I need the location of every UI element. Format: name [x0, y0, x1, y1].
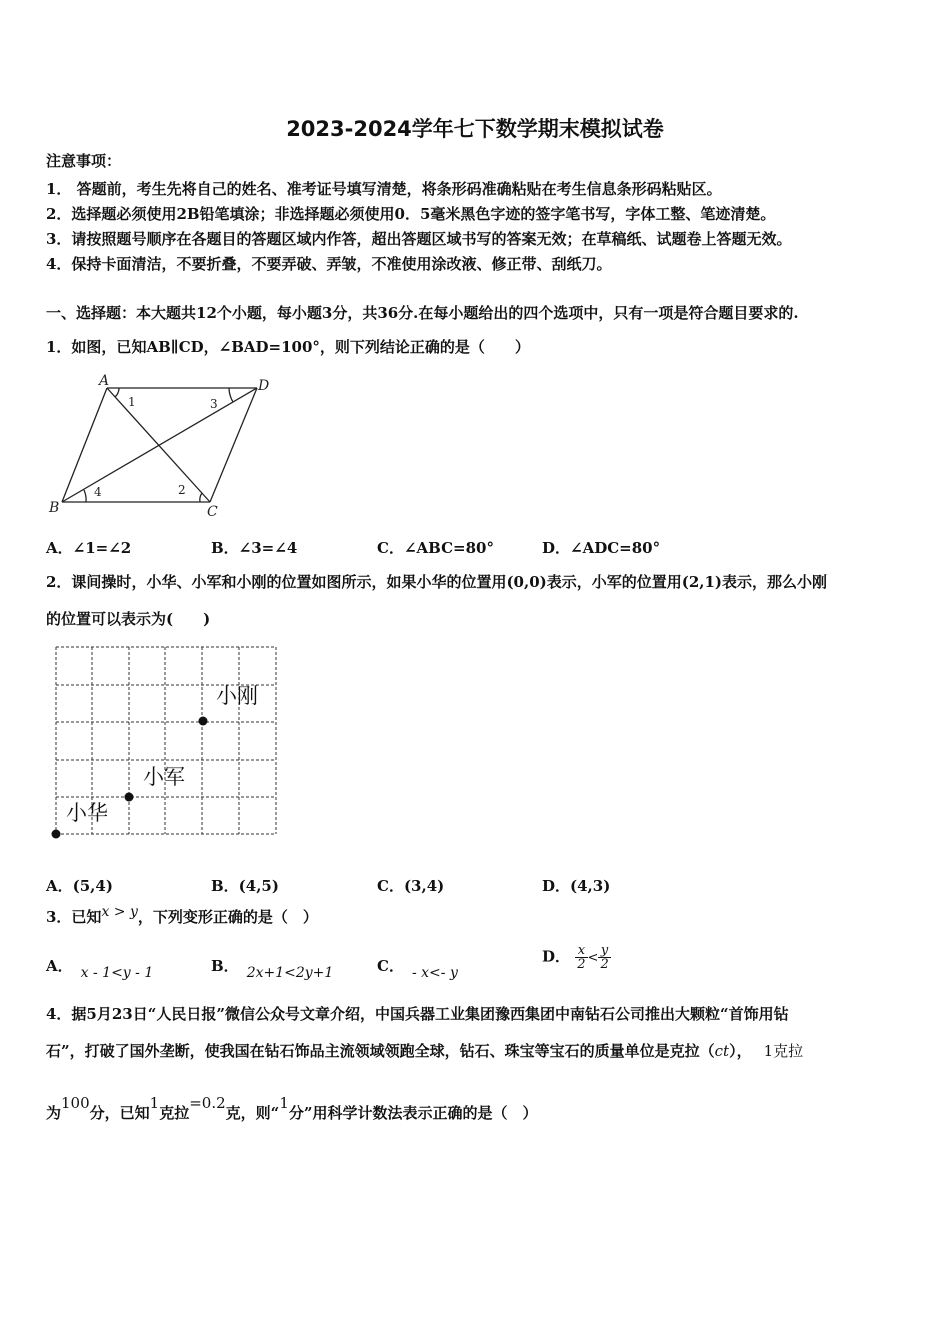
q3-option-a-label: A．	[46, 957, 73, 975]
q1-option-d: D．∠ADC=80°	[542, 539, 661, 557]
q3-option-d-label: D．	[542, 947, 571, 966]
angle-1-label: 1	[128, 395, 136, 409]
diagonal-bd	[62, 388, 257, 502]
q4-one-carat: 1克拉	[763, 1042, 804, 1060]
q4-number-0-2: =0.2	[189, 1094, 226, 1112]
q1-option-b: B．∠3=∠4	[211, 539, 298, 557]
angle-4-arc	[84, 490, 86, 502]
q4-number-100: 100	[61, 1094, 90, 1112]
q3-stem-suffix: ，下列变形正确的是（ ）	[137, 908, 318, 926]
xiaojun-point	[125, 793, 134, 802]
q4-line-3-text-a: 为	[46, 1104, 62, 1122]
q1-option-a: A．∠1=∠2	[46, 539, 132, 557]
q4-unit-ct: ct	[714, 1042, 730, 1060]
q3-option-b	[211, 955, 334, 981]
angle-3-label: 3	[210, 397, 218, 411]
q4-line-2-close: ），	[729, 1042, 752, 1060]
q4-line-3-text-c: 克拉	[159, 1104, 190, 1122]
angle-2-arc	[200, 493, 202, 502]
q4-line-1: 4．据5月23日“人民日报”微信公众号文章介绍，中国兵器工业集团豫西集团中南钻石公司推出大颗粒“首饰用钻	[46, 1005, 789, 1023]
notice-item-3: 3．请按照题号顺序在各题目的答题区域内作答，超出答题区域书写的答案无效；在草稿纸、试题卷上答题无效。	[46, 230, 792, 248]
angle-1-arc	[115, 388, 119, 397]
q2-option-d: D．(4,3)	[542, 877, 611, 895]
notice-item-4: 4．保持卡面清洁，不要折叠，不要弄破、弄皱，不准使用涂改液、修正带、刮纸刀。	[46, 255, 612, 273]
angle-2-label: 2	[178, 483, 186, 497]
q4-line-2-text: 石”，打破了国外垄断，使我国在钻石饰品主流领域领跑全球，钻石、珠宝等宝石的质量单位是克拉（	[46, 1042, 715, 1060]
q4-line-2	[46, 1040, 803, 1061]
q2-stem-line-1: 2．课间操时，小华、小军和小刚的位置如图所示，如果小华的位置用(0,0)表示，小军的位置用(2,1)表示，那么小刚	[46, 573, 828, 591]
q3-option-a-math: x - 1<y - 1	[80, 965, 154, 981]
q3-option-b-math: 2x+1<2y+1	[246, 965, 334, 981]
q3-option-d	[542, 944, 611, 971]
angle-4-label: 4	[94, 485, 102, 499]
notice-item-1: 1． 答题前，考生先将自己的姓名、准考证号填写清楚，将条形码准确粘贴在考生信息条形码粘贴区。	[46, 180, 722, 198]
q3-option-d-relation: <	[587, 950, 599, 966]
point-a-label: A	[99, 373, 110, 389]
angle-3-arc	[229, 388, 233, 402]
q2-grid-figure	[50, 640, 285, 840]
point-c-label: C	[207, 504, 218, 520]
q4-line-3-text-d: 克，则“	[225, 1104, 280, 1122]
point-d-label: D	[258, 378, 270, 394]
xiaohua-label: 小华	[66, 801, 108, 825]
q3-option-a	[46, 955, 154, 981]
q3-option-c-label: C．	[377, 957, 404, 975]
q3-stem-prefix: 3．已知	[46, 908, 102, 926]
q3-option-c	[377, 955, 458, 981]
xiaogang-point	[199, 717, 208, 726]
q4-number-1b: 1	[279, 1094, 289, 1112]
q4-line-3-text-e: 分”用科学计数法表示正确的是（ ）	[288, 1104, 538, 1122]
page-title: 2023-2024学年七下数学期末模拟试卷	[286, 117, 664, 141]
q3-condition-math: x > y	[101, 904, 138, 920]
notice-heading: 注意事项：	[46, 152, 122, 170]
xiaogang-label: 小刚	[216, 684, 258, 708]
notice-item-2: 2．选择题必须使用2B铅笔填涂；非选择题必须使用0．5毫米黑色字迹的签字笔书写，字体工整、笔迹清楚。	[46, 205, 776, 223]
point-b-label: B	[49, 500, 60, 516]
q2-option-a: A．(5,4)	[46, 877, 113, 895]
xiaohua-point	[52, 830, 61, 839]
q1-parallelogram-figure	[44, 372, 284, 522]
q1-stem: 1．如图，已知AB∥CD，∠BAD=100°，则下列结论正确的是（ ）	[46, 338, 530, 356]
section-1-heading: 一、选择题：本大题共12个小题，每小题3分，共36分.在每小题给出的四个选项中，只有一项是符合题目要求的.	[46, 304, 799, 322]
q3-option-c-math: - x<- y	[411, 965, 458, 981]
q4-number-1a: 1	[149, 1094, 160, 1112]
q3-stem	[46, 906, 318, 927]
q3-option-d-fraction-2: $\frac{y}{2}$	[600, 943, 609, 972]
q2-stem-line-2: 的位置可以表示为( )	[46, 610, 211, 628]
q4-line-3-text-b: 分，已知	[89, 1104, 150, 1122]
xiaojun-label: 小军	[143, 765, 185, 789]
q3-option-b-label: B．	[211, 957, 239, 975]
q3-option-d-fraction-1: $\frac{x}{2}$	[577, 943, 586, 972]
q4-line-3	[46, 1094, 538, 1123]
q2-option-c: C．(3,4)	[377, 877, 445, 895]
q2-option-b: B．(4,5)	[211, 877, 279, 895]
q1-option-c: C．∠ABC=80°	[377, 539, 494, 557]
